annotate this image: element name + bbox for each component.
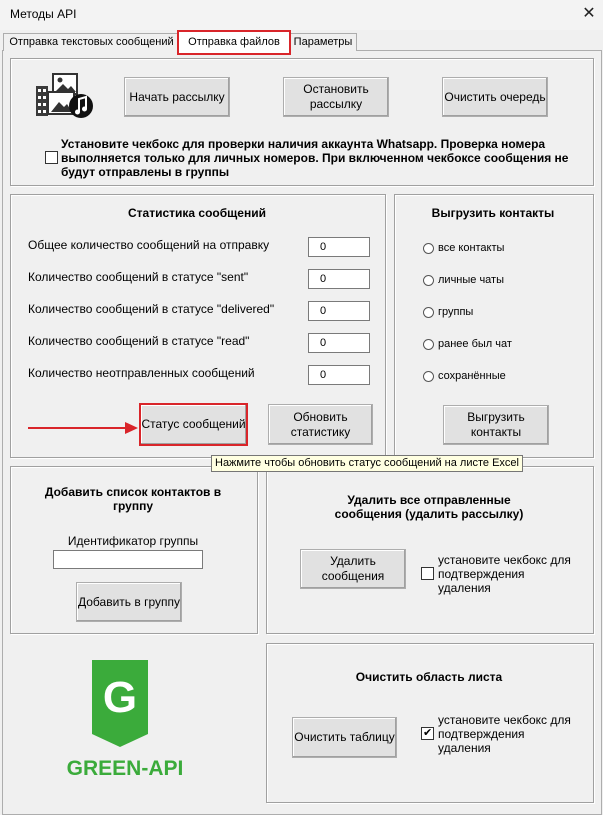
clear-table-button[interactable]: Очистить таблицу <box>292 717 397 758</box>
add-to-group-button[interactable]: Добавить в группу <box>76 582 182 622</box>
tab-send-files[interactable]: Отправка файлов <box>177 30 291 55</box>
export-title: Выгрузить контакты <box>431 206 555 220</box>
stats-label-delivered: Количество сообщений в статусе "delivered" <box>28 302 275 316</box>
message-status-button[interactable]: Статус сообщений <box>139 403 248 446</box>
check-whatsapp-label: Установите чекбокс для проверки наличия аккаунта Whatsapp. Проверка номера выполняется только для личных номеров. При включенном чекбоксе сообщения не будут отправлены в группы <box>61 137 569 179</box>
clear-confirm-label: установите чекбокс для подтверждения удаления <box>438 713 571 755</box>
group-id-input[interactable] <box>53 550 203 569</box>
export-radio-saved[interactable] <box>423 371 434 382</box>
delete-confirm-label: установите чекбокс для подтверждения удаления <box>438 553 571 595</box>
export-radio-previous-chat[interactable] <box>423 339 434 350</box>
stats-value-delivered[interactable]: 0 <box>308 301 370 321</box>
clear-sheet-title: Очистить область листа <box>355 670 503 684</box>
green-api-logo <box>90 660 150 748</box>
stats-label-sent: Количество сообщений в статусе "sent" <box>28 270 249 284</box>
status-tooltip: Нажмите чтобы обновить статус сообщений на листе Excel <box>211 455 523 472</box>
clear-confirm-checkbox[interactable] <box>421 727 434 740</box>
export-option-groups: группы <box>438 306 474 318</box>
stats-value-total[interactable]: 0 <box>308 237 370 257</box>
group-id-label: Идентификатор группы <box>67 534 199 548</box>
export-option-previous-chat: ранее был чат <box>438 338 512 350</box>
delete-confirm-checkbox[interactable] <box>421 567 434 580</box>
brand-name: GREEN-API <box>66 757 184 780</box>
tab-text-messages[interactable]: Отправка текстовых сообщений <box>3 33 180 51</box>
arrow-right-icon <box>28 420 140 436</box>
stats-value-sent[interactable]: 0 <box>308 269 370 289</box>
start-mailing-button[interactable]: Начать рассылку <box>124 77 230 117</box>
group-title: Добавить список контактов в группу <box>44 485 222 513</box>
export-radio-personal[interactable] <box>423 275 434 286</box>
export-option-personal: личные чаты <box>438 274 504 286</box>
delete-sent-title: Удалить все отправленные сообщения (удалить рассылку) <box>334 493 524 521</box>
export-radio-groups[interactable] <box>423 307 434 318</box>
check-whatsapp-checkbox[interactable] <box>45 151 58 164</box>
stats-label-read: Количество сообщений в статусе "read" <box>28 334 250 348</box>
export-contacts-button[interactable]: Выгрузить контакты <box>443 405 549 445</box>
title-bar <box>0 0 603 30</box>
stats-label-total: Общее количество сообщений на отправку <box>28 238 270 252</box>
refresh-stats-button[interactable]: Обновить статистику <box>268 404 373 445</box>
export-radio-all[interactable] <box>423 243 434 254</box>
media-icon <box>36 72 94 120</box>
stats-value-unsent[interactable]: 0 <box>308 365 370 385</box>
delete-messages-button[interactable]: Удалить сообщения <box>300 549 406 589</box>
export-option-all: все контакты <box>438 242 505 254</box>
window-title: Методы API <box>10 7 77 21</box>
stats-label-unsent: Количество неотправленных сообщений <box>28 366 255 380</box>
clear-queue-button[interactable]: Очистить очередь <box>442 77 548 117</box>
stats-value-read[interactable]: 0 <box>308 333 370 353</box>
export-option-saved: сохранённые <box>438 370 506 382</box>
close-icon[interactable]: ✕ <box>582 5 596 22</box>
stop-mailing-button[interactable]: Остановить рассылку <box>283 77 389 117</box>
logo-letter: G <box>102 673 138 722</box>
stats-title: Статистика сообщений <box>128 206 266 220</box>
tab-parameters[interactable]: Параметры <box>289 33 357 51</box>
